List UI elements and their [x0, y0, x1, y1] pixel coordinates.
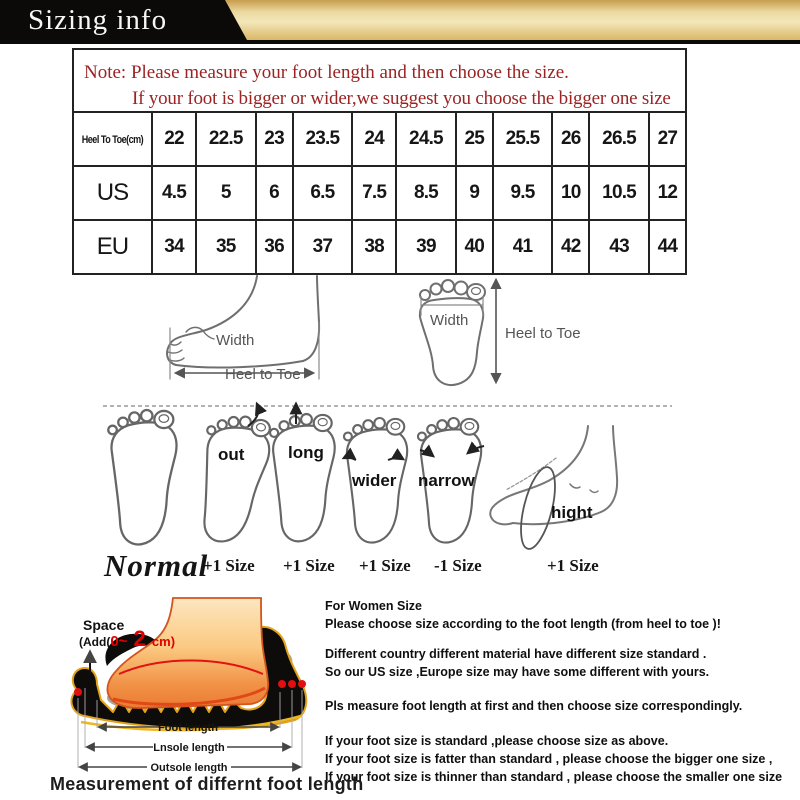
outsole-length-label: Outsole length — [150, 762, 228, 774]
side-width-label: Width — [216, 332, 255, 349]
size-cell: 44 — [649, 220, 686, 274]
note-choose-size: Please choose size according to the foot length (from heel to toe )! — [325, 617, 721, 631]
foot-types-diagram — [0, 398, 800, 558]
long-tag: long — [288, 443, 324, 462]
note-us-europe: So our US size ,Europe size may have some different with yours. — [325, 665, 710, 679]
footprint-drawing — [420, 280, 496, 385]
insole-length-label: Lnsole length — [153, 742, 225, 754]
note-and-size-table-box — [72, 48, 687, 275]
note-thinner: If your foot size is thinner than standard , please choose the smaller one size — [325, 770, 783, 784]
gold-ribbon — [225, 0, 800, 40]
size-cell: 9.5 — [493, 166, 552, 220]
foot-illustration — [107, 598, 268, 708]
size-cell: 38 — [352, 220, 396, 274]
size-cell: 23.5 — [293, 112, 352, 166]
size-cell: 10.5 — [589, 166, 648, 220]
title-banner — [0, 0, 800, 44]
foot-long — [270, 414, 335, 541]
print-width-label: Width — [430, 312, 469, 329]
side-heel-toe-label: Heel to Toe — [225, 366, 301, 383]
note-line-1: Note: Please measure your foot length and then choose the size. — [84, 62, 569, 83]
size-cell: 24.5 — [396, 112, 455, 166]
size-cell: 25.5 — [493, 112, 552, 166]
foot-label-wider: +1 Size — [359, 556, 411, 575]
note-fatter: If your foot size is fatter than standard , please choose the bigger one size , — [325, 752, 773, 766]
foot-label-hight: +1 Size — [547, 556, 599, 575]
size-cell: 23 — [256, 112, 293, 166]
size-table-row — [73, 112, 686, 166]
shoe-cross-section-diagram — [55, 596, 325, 778]
size-cell: 43 — [589, 220, 648, 274]
foot-label-normal: Normal — [104, 548, 209, 583]
note-standard: If your foot size is standard ,please choose size as above. — [325, 734, 669, 748]
size-table-row — [73, 220, 686, 274]
size-cell: 24 — [352, 112, 396, 166]
space-add-label: (Add(0~ 2 cm) — [79, 626, 176, 651]
note-measure-first: Pls measure foot length at first and then choose size correspondingly. — [325, 699, 743, 713]
side-foot-drawing — [167, 276, 319, 379]
size-conversion-table — [72, 111, 687, 275]
size-table-body — [73, 112, 686, 274]
page-title: Sizing info — [28, 4, 168, 36]
foot-label-out: +1 Size — [203, 556, 255, 575]
size-cell: 26.5 — [589, 112, 648, 166]
note-text — [74, 50, 685, 112]
size-cell: 25 — [456, 112, 493, 166]
size-row-label: US — [73, 166, 152, 220]
size-cell: 12 — [649, 166, 686, 220]
foot-label-narrow: -1 Size — [434, 556, 482, 575]
size-cell: 5 — [196, 166, 255, 220]
size-cell: 22.5 — [196, 112, 255, 166]
size-cell: 37 — [293, 220, 352, 274]
size-cell: 42 — [552, 220, 589, 274]
note-line-2: If your foot is bigger or wider,we suggest you choose the bigger one size — [132, 88, 671, 109]
size-cell: 39 — [396, 220, 455, 274]
hight-tag: hight — [551, 503, 593, 522]
size-cell: 41 — [493, 220, 552, 274]
print-heel-toe-label: Heel to Toe — [505, 325, 581, 342]
bottom-caption: Measurement of differnt foot length — [50, 774, 364, 794]
foot-normal — [108, 410, 176, 544]
foot-label-long: +1 Size — [283, 556, 335, 575]
size-row-label: EU — [73, 220, 152, 274]
size-cell: 27 — [649, 112, 686, 166]
size-cell: 6.5 — [293, 166, 352, 220]
size-cell: 10 — [552, 166, 589, 220]
size-cell: 40 — [456, 220, 493, 274]
size-cell: 9 — [456, 166, 493, 220]
size-table-row — [73, 166, 686, 220]
size-cell: 36 — [256, 220, 293, 274]
size-cell: 35 — [196, 220, 255, 274]
note-for-women: For Women Size — [325, 599, 423, 613]
out-tag: out — [218, 445, 245, 464]
note-country: Different country different material have different size standard . — [325, 647, 707, 661]
size-cell: 8.5 — [396, 166, 455, 220]
size-cell: 26 — [552, 112, 589, 166]
size-cell: 6 — [256, 166, 293, 220]
size-cell: 22 — [152, 112, 196, 166]
foot-measurement-diagram — [0, 272, 800, 400]
size-row-label: Heel To Toe(cm) — [73, 112, 152, 166]
space-label: Space — [83, 617, 125, 633]
narrow-tag: narrow — [418, 471, 475, 490]
foot-out — [190, 411, 274, 547]
foot-length-label: Foot length — [158, 722, 218, 734]
sizing-notes — [325, 597, 797, 786]
size-cell: 7.5 — [352, 166, 396, 220]
foot-hight — [490, 426, 617, 552]
wider-tag: wider — [352, 471, 397, 490]
size-cell: 4.5 — [152, 166, 196, 220]
size-cell: 34 — [152, 220, 196, 274]
